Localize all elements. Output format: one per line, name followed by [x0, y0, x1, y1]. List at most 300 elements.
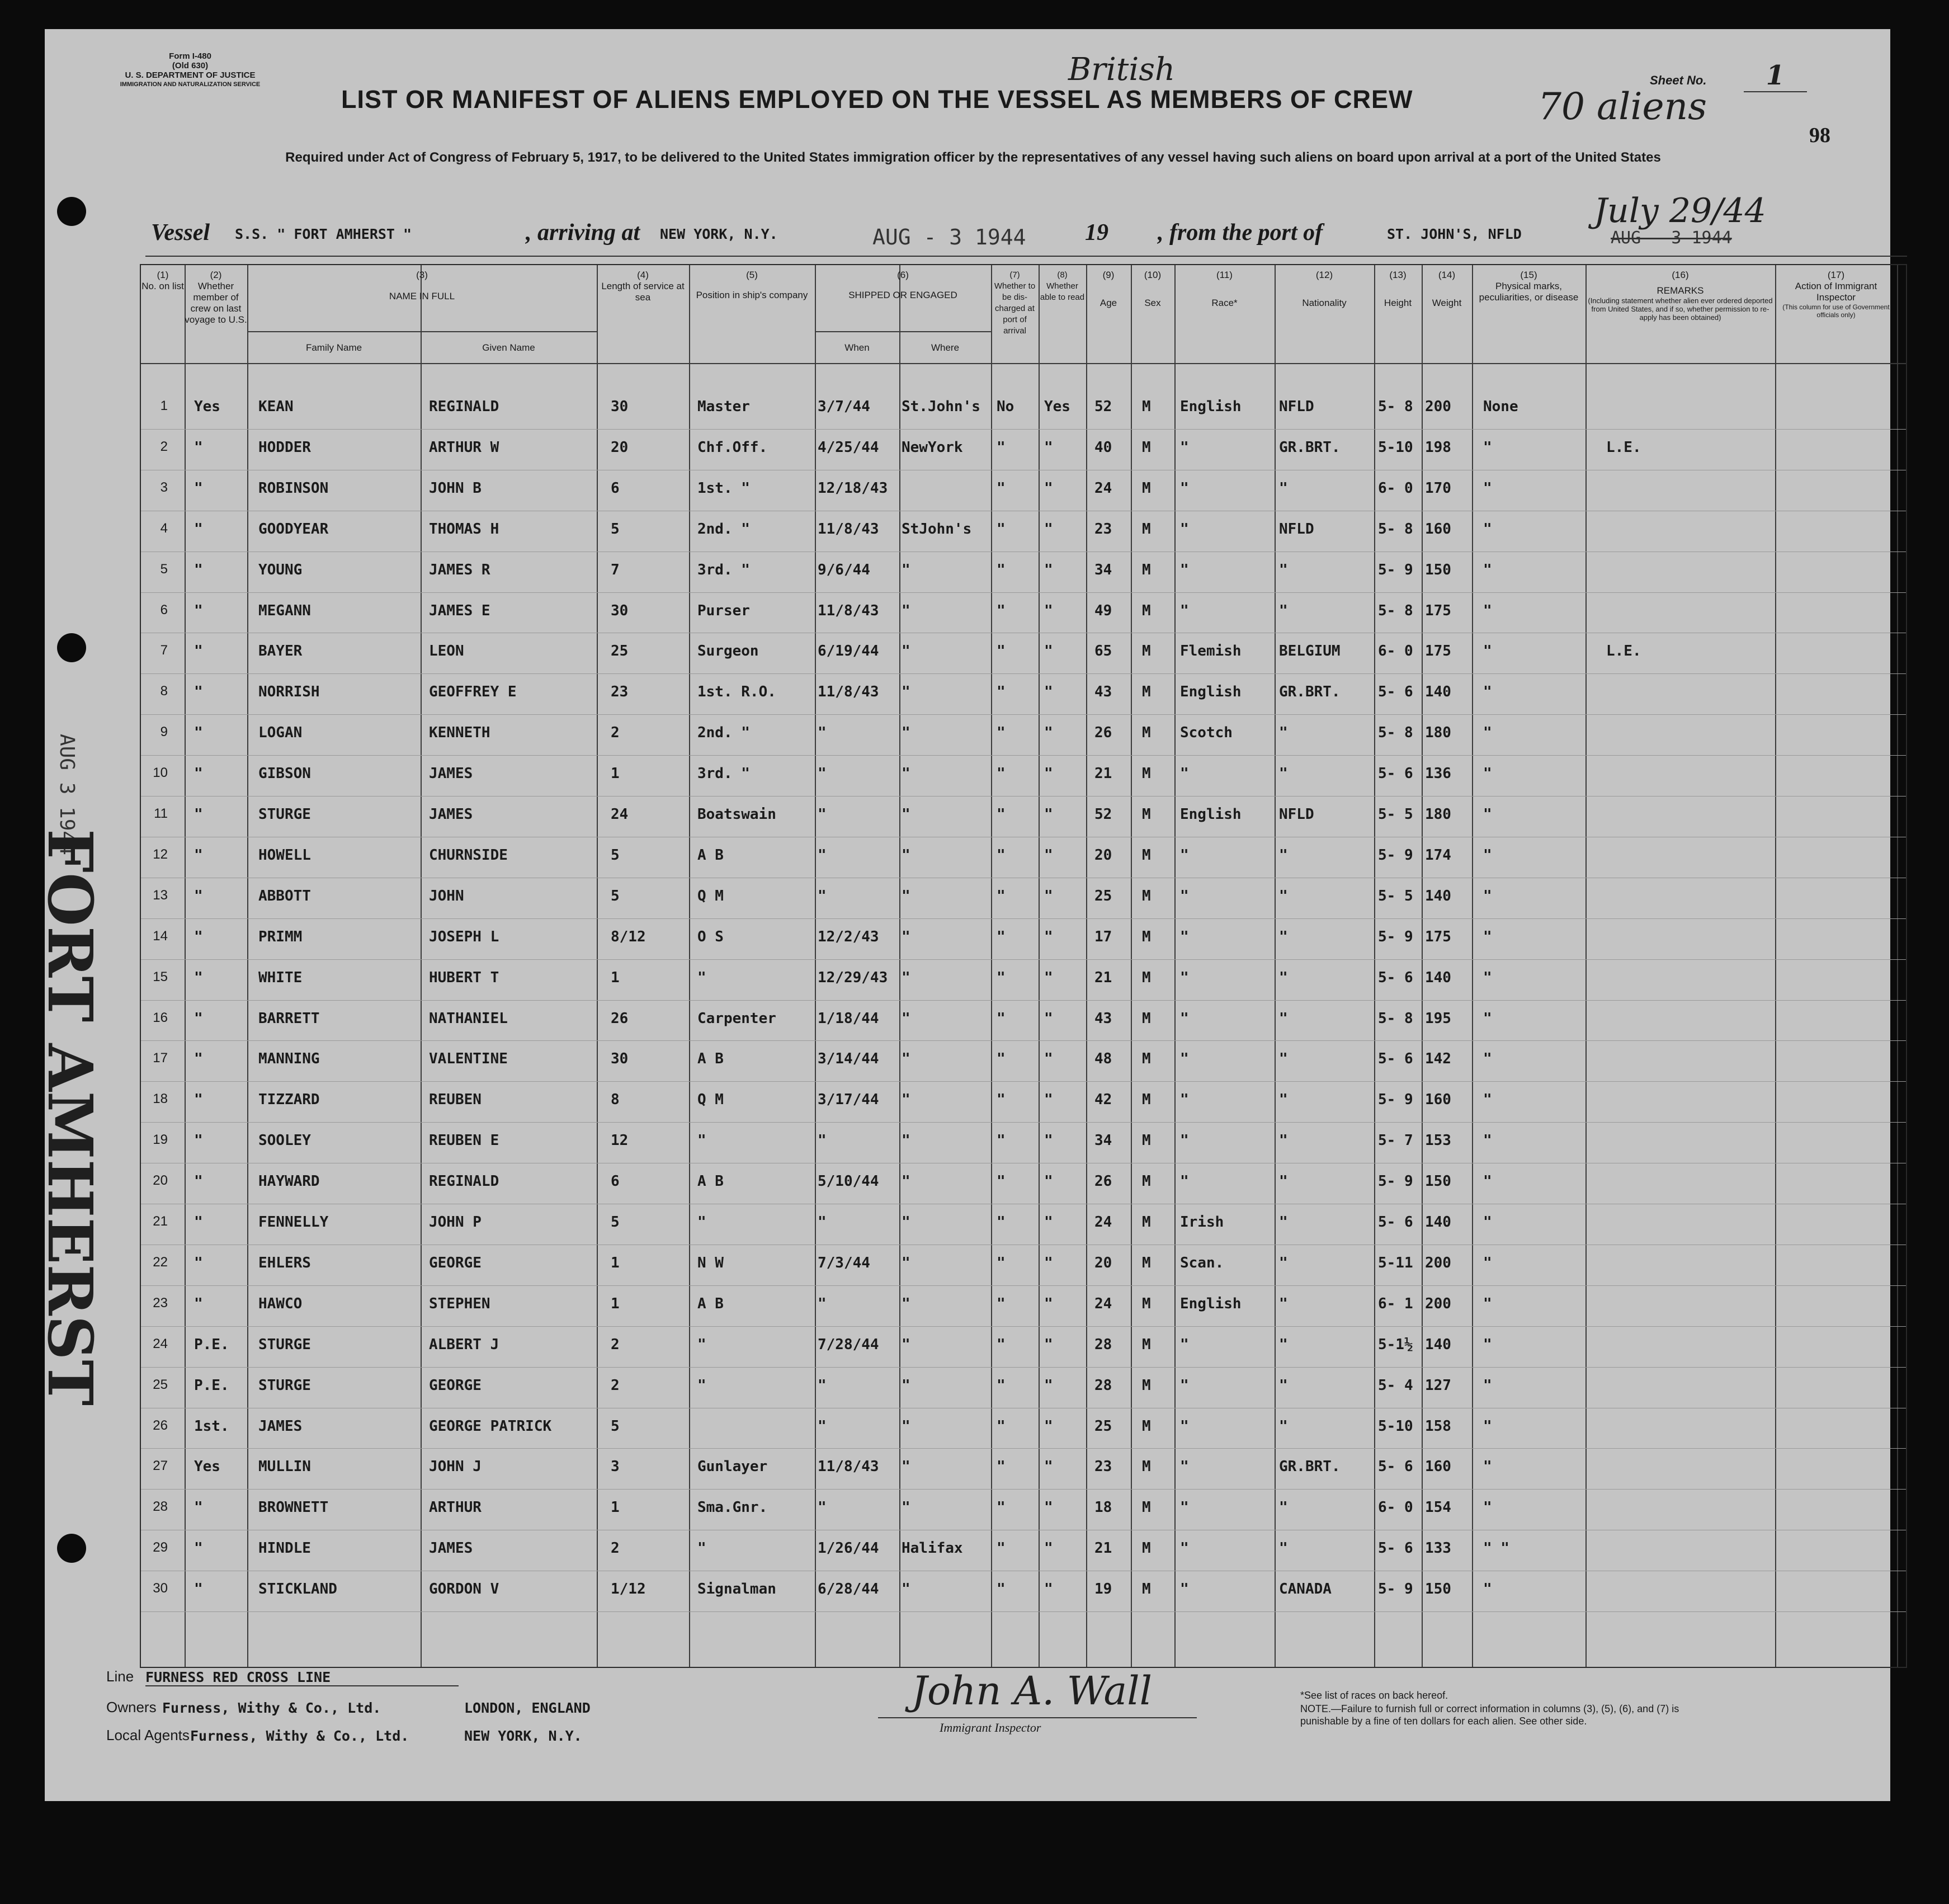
cell-able-to-read: ": [1044, 928, 1053, 945]
cell-position: A B: [697, 1050, 724, 1068]
cell-row-number: 26: [153, 1417, 168, 1433]
cell-race: ": [1180, 561, 1189, 578]
table-row: [141, 1043, 1906, 1083]
cell-height: 5- 9: [1378, 1173, 1413, 1190]
col-header-sex: (10) Sex: [1144, 270, 1162, 308]
cell-shipped-when: 3/7/44: [818, 398, 870, 415]
cell-service-length: 26: [611, 1010, 629, 1027]
cell-position: 3rd. ": [697, 765, 750, 783]
cell-shipped-where: ": [902, 1336, 910, 1353]
cell-position: A B: [697, 1295, 724, 1312]
cell-given-name: CHURNSIDE: [429, 846, 508, 864]
cell-position: O S: [697, 928, 724, 945]
cell-position: N W: [697, 1254, 724, 1271]
cell-discharged: ": [997, 1581, 1006, 1598]
cell-sex: M: [1142, 684, 1151, 701]
cell-able-to-read: ": [1044, 1050, 1053, 1068]
cell-shipped-when: 9/6/44: [818, 561, 870, 578]
cell-physical-marks: ": [1483, 1581, 1492, 1598]
table-row: [141, 595, 1906, 635]
table-row: [141, 1124, 1906, 1165]
cell-service-length: 1: [611, 1499, 620, 1516]
table-row: [141, 1328, 1906, 1369]
cell-able-to-read: ": [1044, 765, 1053, 783]
cell-shipped-when: ": [818, 1132, 827, 1149]
cell-position: 1st. R.O.: [697, 684, 776, 701]
cell-height: 5- 4: [1378, 1377, 1413, 1394]
cell-given-name: REGINALD: [429, 398, 499, 415]
cell-position: Carpenter: [697, 1010, 776, 1027]
col-header-age: (9) Age: [1099, 270, 1117, 308]
cell-weight: 175: [1425, 928, 1451, 945]
cell-discharged: ": [997, 1173, 1006, 1190]
cell-given-name: GORDON V: [429, 1581, 499, 1598]
cell-given-name: JOHN P: [429, 1214, 482, 1231]
cell-position: ": [697, 1214, 706, 1231]
table-row: [141, 1206, 1906, 1247]
cell-shipped-where: ": [902, 1173, 910, 1190]
cell-able-to-read: ": [1044, 846, 1053, 864]
cell-shipped-where: ": [902, 1050, 910, 1068]
cell-position: ": [697, 1132, 706, 1149]
cell-sex: M: [1142, 1540, 1151, 1557]
cell-shipped-when: 4/25/44: [818, 439, 879, 456]
cell-sex: M: [1142, 724, 1151, 742]
cell-row-number: 22: [153, 1254, 168, 1270]
owners-label: Owners: [106, 1699, 157, 1716]
cell-age: 24: [1094, 479, 1112, 497]
cell-weight: 195: [1425, 1010, 1451, 1027]
cell-service-length: 8: [611, 1091, 620, 1109]
vessel-value: S.S. " FORT AMHERST ": [235, 226, 412, 242]
cell-position: Q M: [697, 887, 724, 904]
table-row: [141, 635, 1906, 676]
cell-shipped-where: ": [902, 1132, 910, 1149]
manifest-subtitle: Required under Act of Congress of February 5, 1917, to be delivered to the United States immigration officer by the representatives of any vessel having such aliens on board upon arrival at a port of the United States: [285, 150, 1661, 165]
cell-shipped-when: 1/18/44: [818, 1010, 879, 1027]
cell-service-length: 2: [611, 1336, 620, 1353]
col-header-position: (5) Position in ship's company: [696, 270, 808, 300]
cell-family-name: WHITE: [258, 969, 303, 986]
cell-family-name: KEAN: [258, 398, 294, 415]
cell-weight: 198: [1425, 439, 1451, 456]
cell-age: 20: [1094, 1254, 1112, 1271]
table-row: [141, 1288, 1906, 1328]
handwritten-nationality: British: [1068, 51, 1176, 88]
cell-service-length: 8/12: [611, 928, 646, 945]
cell-height: 5-10: [1378, 1417, 1413, 1435]
cell-race: Irish: [1180, 1214, 1224, 1231]
inspector-label: Immigrant Inspector: [940, 1721, 1041, 1735]
cell-height: 6- 0: [1378, 1499, 1413, 1516]
cell-nationality: ": [1279, 1214, 1288, 1231]
table-row: [141, 676, 1906, 717]
cell-shipped-where: ": [902, 1214, 910, 1231]
cell-position: Chf.Off.: [697, 439, 768, 456]
cell-shipped-when: 3/17/44: [818, 1091, 879, 1109]
cell-given-name: JOHN: [429, 887, 464, 904]
cell-discharged: ": [997, 561, 1006, 578]
cell-row-number: 13: [153, 887, 168, 903]
cell-family-name: ABBOTT: [258, 887, 311, 904]
handwritten-alien-count: 70 aliens: [1538, 85, 1707, 128]
cell-discharged: No: [997, 398, 1014, 415]
cell-discharged: ": [997, 1458, 1006, 1476]
cell-weight: 140: [1425, 1214, 1451, 1231]
cell-family-name: YOUNG: [258, 561, 303, 578]
cell-physical-marks: ": [1483, 1050, 1492, 1068]
manifest-sheet: [34, 29, 1890, 1801]
cell-age: 34: [1094, 561, 1112, 578]
cell-race: English: [1180, 806, 1242, 823]
cell-nationality: ": [1279, 1173, 1288, 1190]
year-label: 19: [1085, 220, 1108, 246]
cell-position: 3rd. ": [697, 561, 750, 578]
cell-row-number: 24: [153, 1336, 168, 1351]
cell-crew-last-voyage: ": [194, 887, 203, 904]
cell-age: 23: [1094, 520, 1112, 538]
cell-family-name: STURGE: [258, 1377, 311, 1394]
cell-discharged: ": [997, 1214, 1006, 1231]
cell-height: 6- 0: [1378, 643, 1413, 660]
cell-crew-last-voyage: ": [194, 1499, 203, 1516]
cell-shipped-when: 5/10/44: [818, 1173, 879, 1190]
table-row: [141, 839, 1906, 880]
cell-height: 5- 6: [1378, 1540, 1413, 1557]
cell-shipped-where: ": [902, 1295, 910, 1312]
cell-height: 5- 9: [1378, 1581, 1413, 1598]
cell-crew-last-voyage: ": [194, 643, 203, 660]
cell-crew-last-voyage: ": [194, 1010, 203, 1027]
cell-age: 28: [1094, 1336, 1112, 1353]
cell-shipped-where: ": [902, 1377, 910, 1394]
cell-family-name: HAYWARD: [258, 1173, 320, 1190]
table-row: [141, 798, 1906, 839]
cell-crew-last-voyage: ": [194, 846, 203, 864]
cell-shipped-where: StJohn's: [902, 520, 972, 538]
cell-weight: 175: [1425, 602, 1451, 619]
cell-row-number: 2: [160, 439, 168, 454]
cell-family-name: HOWELL: [258, 846, 311, 864]
row-rule: [141, 1326, 1906, 1327]
table-row: [141, 554, 1906, 595]
cell-age: 42: [1094, 1091, 1112, 1109]
penalty-note: NOTE.—Failure to furnish full or correct information in columns (3), (5), (6), and (7) is punishable by a fine of ten dollars for each alien. See other side.: [1300, 1703, 1679, 1727]
cell-sex: M: [1142, 439, 1151, 456]
cell-shipped-where: NewYork: [902, 439, 963, 456]
cell-weight: 160: [1425, 520, 1451, 538]
table-row: [141, 962, 1906, 1002]
cell-family-name: JAMES: [258, 1417, 303, 1435]
col-header-remarks: (16) REMARKS (Including statement whether alien ever ordered deported from United States, and if so, whether permission to re-apply has been obtained): [1588, 270, 1773, 322]
cell-service-length: 2: [611, 724, 620, 742]
cell-weight: 160: [1425, 1091, 1451, 1109]
cell-given-name: ALBERT J: [429, 1336, 499, 1353]
cell-physical-marks: ": [1483, 1336, 1492, 1353]
cell-able-to-read: ": [1044, 1377, 1053, 1394]
cell-given-name: JOSEPH L: [429, 928, 499, 945]
margin-date-stamp: AUG 3 1944: [55, 734, 78, 855]
cell-given-name: JAMES R: [429, 561, 490, 578]
cell-crew-last-voyage: ": [194, 765, 203, 783]
cell-age: 43: [1094, 1010, 1112, 1027]
cell-crew-last-voyage: ": [194, 1132, 203, 1149]
cell-shipped-where: ": [902, 724, 910, 742]
cell-physical-marks: ": [1483, 1295, 1492, 1312]
cell-nationality: ": [1279, 561, 1288, 578]
cell-height: 5- 9: [1378, 561, 1413, 578]
cell-position: A B: [697, 1173, 724, 1190]
cell-given-name: JAMES: [429, 806, 473, 823]
cell-weight: 127: [1425, 1377, 1451, 1394]
cell-given-name: HUBERT T: [429, 969, 499, 986]
cell-age: 25: [1094, 887, 1112, 904]
cell-physical-marks: ": [1483, 928, 1492, 945]
cell-able-to-read: ": [1044, 1214, 1053, 1231]
cell-discharged: ": [997, 643, 1006, 660]
cell-height: 5- 5: [1378, 887, 1413, 904]
row-rule: [141, 714, 1906, 715]
cell-shipped-where: ": [902, 765, 910, 783]
row-rule: [141, 1122, 1906, 1123]
cell-family-name: MANNING: [258, 1050, 320, 1068]
cell-race: ": [1180, 887, 1189, 904]
cell-race: ": [1180, 479, 1189, 497]
cell-nationality: ": [1279, 1132, 1288, 1149]
cell-nationality: ": [1279, 724, 1288, 742]
cell-given-name: VALENTINE: [429, 1050, 508, 1068]
cell-shipped-when: ": [818, 1417, 827, 1435]
cell-discharged: ": [997, 479, 1006, 497]
cell-family-name: BROWNETT: [258, 1499, 329, 1516]
cell-nationality: ": [1279, 479, 1288, 497]
cell-family-name: PRIMM: [258, 928, 303, 945]
cell-crew-last-voyage: ": [194, 561, 203, 578]
cell-position: Sma.Gnr.: [697, 1499, 768, 1516]
table-row: [141, 1450, 1906, 1491]
cell-service-length: 12: [611, 1132, 629, 1149]
cell-race: English: [1180, 398, 1242, 415]
cell-given-name: NATHANIEL: [429, 1010, 508, 1027]
cell-physical-marks: ": [1483, 887, 1492, 904]
cell-physical-marks: ": [1483, 1214, 1492, 1231]
cell-given-name: THOMAS H: [429, 520, 499, 538]
cell-given-name: ARTHUR: [429, 1499, 482, 1516]
cell-physical-marks: ": [1483, 1091, 1492, 1109]
cell-race: Scan.: [1180, 1254, 1224, 1271]
cell-position: Surgeon: [697, 643, 759, 660]
cell-discharged: ": [997, 806, 1006, 823]
cell-able-to-read: ": [1044, 887, 1053, 904]
cell-able-to-read: ": [1044, 1499, 1053, 1516]
table-row: [141, 921, 1906, 962]
cell-weight: 150: [1425, 1581, 1451, 1598]
row-rule: [141, 1367, 1906, 1368]
cell-race: ": [1180, 1336, 1189, 1353]
cell-service-length: 5: [611, 1214, 620, 1231]
table-row: [141, 1369, 1906, 1410]
cell-age: 17: [1094, 928, 1112, 945]
cell-shipped-when: ": [818, 887, 827, 904]
cell-service-length: 5: [611, 1417, 620, 1435]
cell-sex: M: [1142, 1295, 1151, 1312]
cell-physical-marks: ": [1483, 684, 1492, 701]
cell-nationality: ": [1279, 1336, 1288, 1353]
cell-shipped-when: ": [818, 724, 827, 742]
cell-weight: 140: [1425, 969, 1451, 986]
cell-height: 5- 6: [1378, 1214, 1413, 1231]
cell-weight: 140: [1425, 1336, 1451, 1353]
cell-given-name: GEORGE: [429, 1377, 482, 1394]
cell-height: 5- 6: [1378, 1458, 1413, 1476]
col-header-physical-marks: (15) Physical marks, peculiarities, or disease: [1479, 270, 1579, 303]
cell-discharged: ": [997, 1377, 1006, 1394]
cell-shipped-when: ": [818, 1214, 827, 1231]
cell-family-name: GIBSON: [258, 765, 311, 783]
cell-service-length: 5: [611, 520, 620, 538]
cell-physical-marks: ": [1483, 561, 1492, 578]
cell-shipped-when: ": [818, 765, 827, 783]
cell-row-number: 5: [160, 561, 168, 577]
struck-date-stamp: AUG - 3 1944: [1611, 228, 1732, 248]
cell-discharged: ": [997, 1336, 1006, 1353]
cell-discharged: ": [997, 1499, 1006, 1516]
cell-row-number: 21: [153, 1214, 168, 1229]
cell-race: ": [1180, 1132, 1189, 1149]
table-row: [141, 757, 1906, 798]
cell-nationality: ": [1279, 969, 1288, 986]
cell-weight: 142: [1425, 1050, 1451, 1068]
cell-service-length: 6: [611, 479, 620, 497]
cell-shipped-where: ": [902, 1499, 910, 1516]
cell-nationality: ": [1279, 602, 1288, 619]
cell-crew-last-voyage: ": [194, 1295, 203, 1312]
cell-height: 5-1½: [1378, 1336, 1413, 1353]
cell-row-number: 6: [160, 602, 168, 618]
cell-position: Purser: [697, 602, 750, 619]
cell-given-name: JAMES: [429, 1540, 473, 1557]
cell-weight: 180: [1425, 806, 1451, 823]
cell-physical-marks: None: [1483, 398, 1518, 415]
cell-sex: M: [1142, 887, 1151, 904]
cell-able-to-read: ": [1044, 806, 1053, 823]
cell-shipped-when: 7/28/44: [818, 1336, 879, 1353]
cell-crew-last-voyage: ": [194, 1173, 203, 1190]
cell-nationality: ": [1279, 887, 1288, 904]
cell-age: 26: [1094, 1173, 1112, 1190]
cell-nationality: NFLD: [1279, 520, 1314, 538]
cell-physical-marks: ": [1483, 1458, 1492, 1476]
cell-able-to-read: ": [1044, 684, 1053, 701]
cell-family-name: GOODYEAR: [258, 520, 329, 538]
row-rule: [141, 1489, 1906, 1490]
cell-physical-marks: ": [1483, 643, 1492, 660]
cell-sex: M: [1142, 602, 1151, 619]
cell-row-number: 14: [153, 928, 168, 944]
cell-row-number: 28: [153, 1499, 168, 1515]
cell-height: 5- 8: [1378, 1010, 1413, 1027]
cell-position: Gunlayer: [697, 1458, 768, 1476]
cell-family-name: STURGE: [258, 1336, 311, 1353]
cell-age: 40: [1094, 439, 1112, 456]
cell-nationality: ": [1279, 1417, 1288, 1435]
cell-height: 5- 6: [1378, 684, 1413, 701]
cell-race: Scotch: [1180, 724, 1233, 742]
cell-discharged: ": [997, 602, 1006, 619]
cell-crew-last-voyage: ": [194, 928, 203, 945]
cell-race: ": [1180, 969, 1189, 986]
table-row: [141, 1247, 1906, 1288]
cell-able-to-read: ": [1044, 479, 1053, 497]
cell-given-name: ARTHUR W: [429, 439, 499, 456]
cell-discharged: ": [997, 846, 1006, 864]
cell-row-number: 3: [160, 479, 168, 495]
local-agents-value: Furness, Withy & Co., Ltd.: [190, 1728, 409, 1744]
cell-discharged: ": [997, 1295, 1006, 1312]
form-identifier: Form I-480 (Old 630) U. S. DEPARTMENT OF JUSTICE IMMIGRATION AND NATURALIZATION SERVICE: [120, 51, 261, 88]
cell-weight: 150: [1425, 1173, 1451, 1190]
manifest-title: LIST OR MANIFEST OF ALIENS EMPLOYED ON THE VESSEL AS MEMBERS OF CREW: [341, 85, 1413, 114]
cell-race: ": [1180, 928, 1189, 945]
cell-height: 5- 9: [1378, 928, 1413, 945]
cell-given-name: KENNETH: [429, 724, 490, 742]
cell-position: Signalman: [697, 1581, 776, 1598]
cell-given-name: STEPHEN: [429, 1295, 490, 1312]
cell-position: A B: [697, 846, 724, 864]
cell-row-number: 29: [153, 1540, 168, 1556]
cell-able-to-read: ": [1044, 643, 1053, 660]
cell-row-number: 17: [153, 1050, 168, 1066]
cell-weight: 175: [1425, 643, 1451, 660]
cell-nationality: BELGIUM: [1279, 643, 1341, 660]
cell-physical-marks: ": [1483, 1010, 1492, 1027]
handwritten-date: July 29/44: [1594, 191, 1766, 230]
cell-crew-last-voyage: ": [194, 1581, 203, 1598]
cell-race: ": [1180, 1091, 1189, 1109]
cell-discharged: ": [997, 765, 1006, 783]
cell-crew-last-voyage: P.E.: [194, 1377, 229, 1394]
cell-nationality: ": [1279, 1010, 1288, 1027]
cell-weight: 158: [1425, 1417, 1451, 1435]
col-header-where: Where: [931, 342, 960, 353]
signature-line: [878, 1717, 1197, 1718]
table-row: [141, 1573, 1906, 1614]
cell-race: ": [1180, 1377, 1189, 1394]
table-row: [141, 472, 1906, 513]
table-row: [141, 717, 1906, 757]
cell-race: ": [1180, 1581, 1189, 1598]
cell-family-name: STURGE: [258, 806, 311, 823]
cell-physical-marks: ": [1483, 1132, 1492, 1149]
cell-service-length: 7: [611, 561, 620, 578]
cell-shipped-when: ": [818, 1377, 827, 1394]
table-row: [141, 1532, 1906, 1573]
cell-nationality: ": [1279, 1540, 1288, 1557]
cell-able-to-read: ": [1044, 1091, 1053, 1109]
cell-shipped-where: ": [902, 806, 910, 823]
cell-crew-last-voyage: 1st.: [194, 1417, 229, 1435]
cell-height: 5- 5: [1378, 806, 1413, 823]
cell-height: 5- 8: [1378, 520, 1413, 538]
cell-able-to-read: ": [1044, 1132, 1053, 1149]
cell-sex: M: [1142, 643, 1151, 660]
cell-position: ": [697, 969, 706, 986]
cell-row-number: 15: [153, 969, 168, 984]
cell-able-to-read: ": [1044, 520, 1053, 538]
cell-sex: M: [1142, 846, 1151, 864]
cell-crew-last-voyage: Yes: [194, 398, 220, 415]
cell-age: 24: [1094, 1295, 1112, 1312]
